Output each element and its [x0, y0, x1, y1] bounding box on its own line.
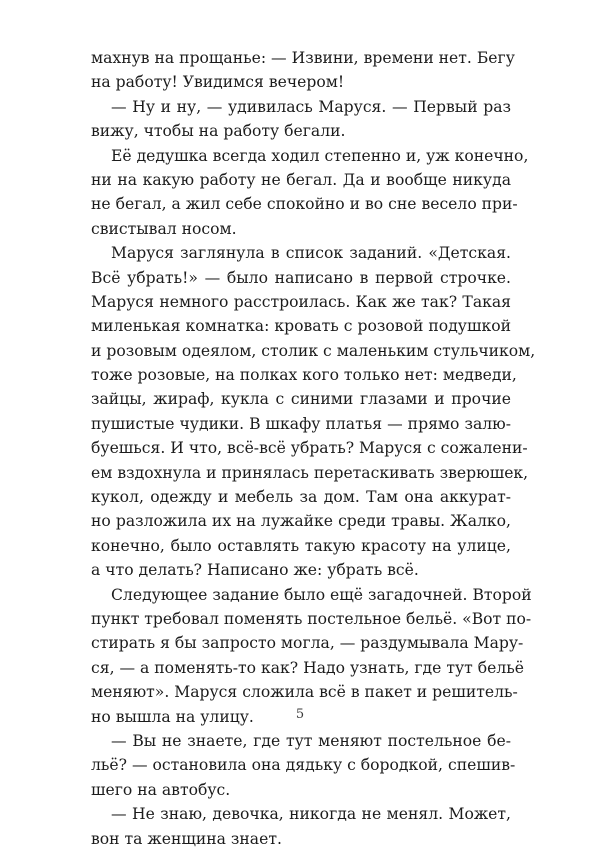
text-line: конечно, было оставлять такую красоту на улице, [91, 536, 511, 555]
text-line: не бегал, а жил себе спокойно и во сне весело при- [91, 195, 518, 214]
text-line: стирать я бы запросто могла, — раздумывала Мару- [91, 634, 524, 653]
text-line: ем вздохнула и принялась перетаскивать зверюшек, [91, 463, 529, 482]
text-line: шего на автобус. [91, 780, 231, 799]
text-line: буешься. И что, всё-всё убрать? Маруся с сожалени- [91, 439, 528, 458]
text-line: меняют». Маруся сложила всё в пакет и решитель- [91, 683, 518, 702]
text-line: Маруся заглянула в список заданий. «Детская. [111, 244, 511, 263]
page-text-block [91, 46, 536, 851]
text-line: Всё убрать!» — было написано в первой строчке. [91, 268, 511, 287]
text-line: ни на какую работу не бегал. Да и вообще никуда [91, 170, 511, 189]
text-line: а что делать? Написано же: убрать всё. [91, 561, 419, 580]
text-line: но вышла на улицу. [91, 707, 254, 726]
text-line: пушистые чудики. В шкафу платья — прямо залю- [91, 414, 511, 433]
paragraph [91, 144, 529, 242]
paragraph [91, 95, 511, 144]
text-line: вижу, чтобы на работу бегали. [91, 122, 346, 141]
text-line: — Не знаю, девочка, никогда не менял. Может, [111, 805, 511, 824]
page-number: 5 [295, 707, 305, 722]
paragraph [91, 802, 511, 851]
text-line: Маруся немного расстроилась. Как же так? Такая [91, 292, 511, 311]
text-line: ся, — а поменять-то как? Надо узнать, где тут бельё [91, 658, 524, 677]
text-line: миленькая комнатка: кровать с розовой подушкой [91, 317, 511, 336]
paragraph [91, 241, 536, 582]
text-line: пункт требовал поменять постельное бельё. «Вот по- [91, 609, 532, 628]
text-line: Следующее задание было ещё загадочней. Второй [111, 585, 532, 604]
text-line: и розовым одеялом, столик с маленьким стульчиком, [91, 341, 536, 360]
text-line: льё? — остановила она дядьку с бородкой, спешив- [91, 756, 516, 775]
text-line: свистывал носом. [91, 219, 237, 238]
paragraph [91, 46, 515, 95]
text-line: кукол, одежду и мебель за дом. Там она аккурат- [91, 488, 511, 507]
text-line: — Ну и ну, — удивилась Маруся. — Первый раз [111, 97, 511, 116]
text-line: тоже розовые, на полках кого только нет: медведи, [91, 366, 517, 385]
text-line: вон та женщина знает. [91, 829, 282, 848]
text-line: но разложила их на лужайке среди травы. Жалко, [91, 512, 511, 531]
paragraph [91, 729, 516, 802]
text-line: махнув на прощанье: — Извини, времени нет. Бегу [91, 49, 515, 67]
text-line: — Вы не знаете, где тут меняют постельное бе- [111, 731, 511, 750]
text-line: на работу! Увидимся вечером! [91, 73, 345, 92]
text-line: зайцы, жираф, кукла с синими глазами и прочие [91, 390, 511, 409]
text-line: Её дедушка всегда ходил степенно и, уж конечно, [111, 146, 529, 165]
